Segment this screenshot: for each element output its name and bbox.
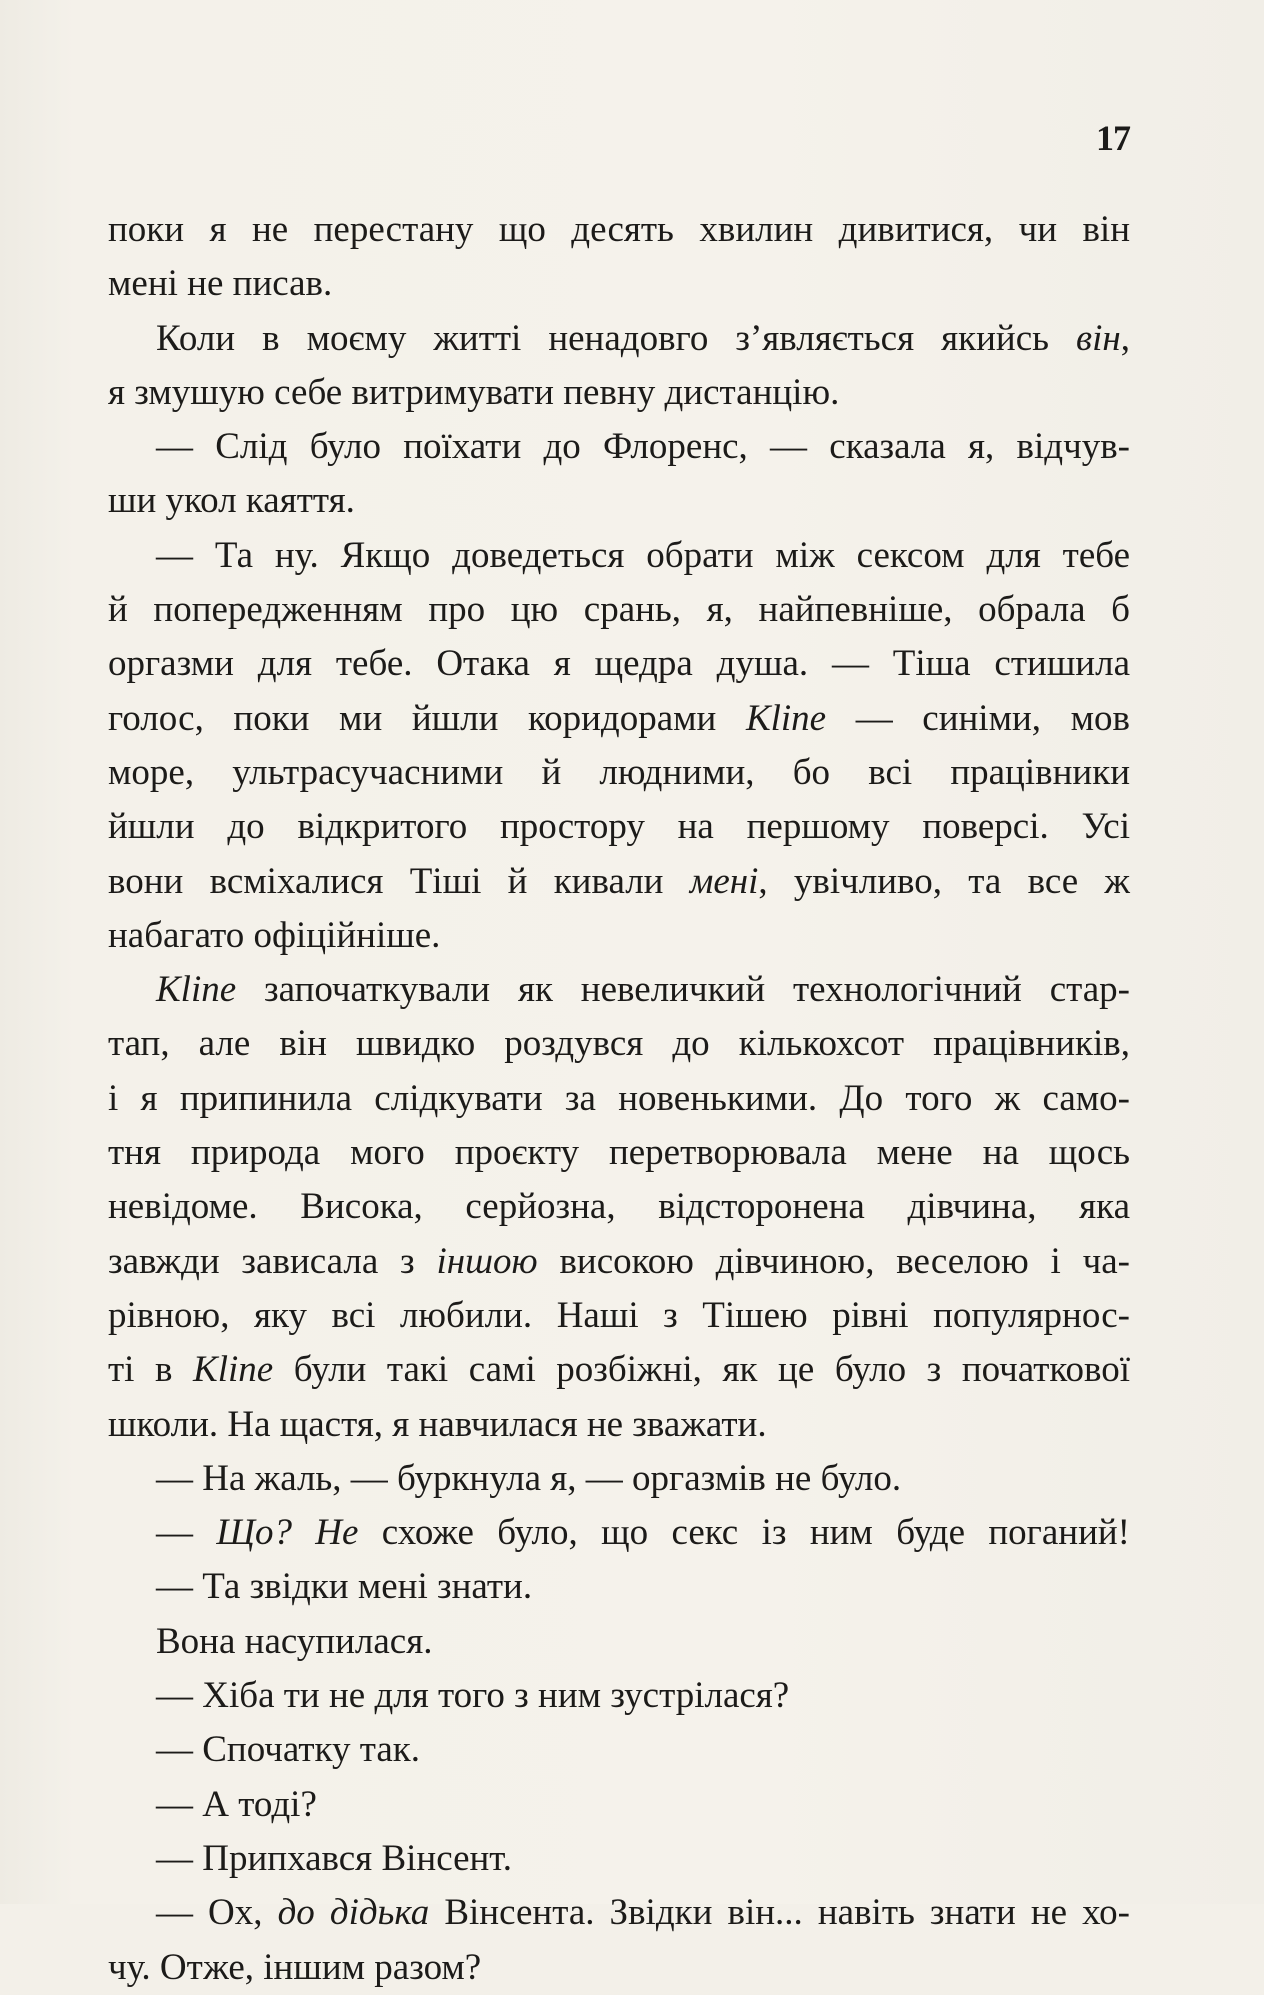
text-line: Вона насупилася. [156, 1620, 433, 1662]
text-line: оргазми для тебе. Отака я щедра душа. — Тіша стишила [108, 643, 1130, 685]
text-line: йшли до відкритого простору на першому поверсі. Усі [108, 806, 1130, 848]
text-line: й попередженням про цю срань, я, найпевніше, обрала б [108, 589, 1130, 631]
text-line: завжди зависала з іншою високою дівчиною, веселою і ча- [108, 1240, 1130, 1282]
text-line: невідоме. Висока, серйозна, відсторонена дівчина, яка [108, 1186, 1130, 1228]
text-line: чу. Отже, іншим разом? [108, 1946, 482, 1988]
text-line: голос, поки ми йшли коридорами Kline — синіми, мов [108, 697, 1130, 739]
text-line: море, ультрасучасними й людними, бо всі працівники [108, 751, 1130, 793]
italic-text: іншою [436, 1240, 538, 1282]
italic-text: мені [689, 860, 759, 902]
text-line: мені не писав. [108, 263, 333, 305]
text-line: Коли в моєму житті ненадовго з’являється якийсь він, [156, 317, 1130, 359]
text-line: — Що? Не схоже було, що секс із ним буде поганий! [156, 1512, 1131, 1554]
text-line: вони всміхалися Тіші й кивали мені, увічливо, та все ж [108, 860, 1130, 902]
italic-text: він [1076, 317, 1121, 359]
italic-text: Що? Не [216, 1512, 359, 1554]
text-line: — На жаль, — буркнула я, — оргазмів не було. [156, 1457, 902, 1499]
italic-text: Kline [193, 1349, 274, 1391]
text-line: тня природа мого проєкту перетворювала мене на щось [108, 1132, 1130, 1174]
text-line: ті в Kline були такі самі розбіжні, як це було з початкової [108, 1349, 1130, 1391]
text-line: — Припхався Вінсент. [156, 1837, 512, 1879]
italic-text: Kline [156, 969, 237, 1011]
body-text [108, 203, 1130, 1995]
text-line: тап, але він швидко роздувся до кількохсот працівників, [108, 1023, 1130, 1065]
text-line: я змушую себе витримувати певну дистанцію. [108, 371, 840, 413]
text-line: і я припинила слідкувати за новенькими. До того ж само- [108, 1077, 1130, 1119]
text-line: — Спочатку так. [156, 1729, 420, 1771]
text-line: — Та звідки мені знати. [156, 1566, 533, 1608]
text-line: — Та ну. Якщо доведеться обрати між сексом для тебе [156, 534, 1130, 576]
text-line: набагато офіційніше. [108, 914, 441, 956]
text-line: ши укол каяття. [108, 480, 355, 522]
text-line: — Хіба ти не для того з ним зустрілася? [156, 1675, 790, 1717]
text-line: — А тоді? [156, 1783, 317, 1825]
italic-text: Kline [745, 697, 827, 739]
text-line: — Слід було поїхати до Флоренс, — сказала я, відчув- [156, 426, 1130, 468]
text-line: рівною, яку всі любили. Наші з Тішею рівні популярнос- [108, 1294, 1130, 1336]
text-line: школи. На щастя, я навчилася не зважати. [108, 1403, 767, 1445]
text-line: поки я не перестану що десять хвилин дивитися, чи він [108, 209, 1130, 250]
text-line: — Ох, до дідька Вінсента. Звідки він... навіть знати не хо- [156, 1892, 1131, 1934]
text-line: Kline започаткували як невеличкий технологічний стар- [156, 969, 1130, 1011]
page-number: 17 [1096, 118, 1130, 158]
italic-text: до дідька [277, 1892, 430, 1934]
